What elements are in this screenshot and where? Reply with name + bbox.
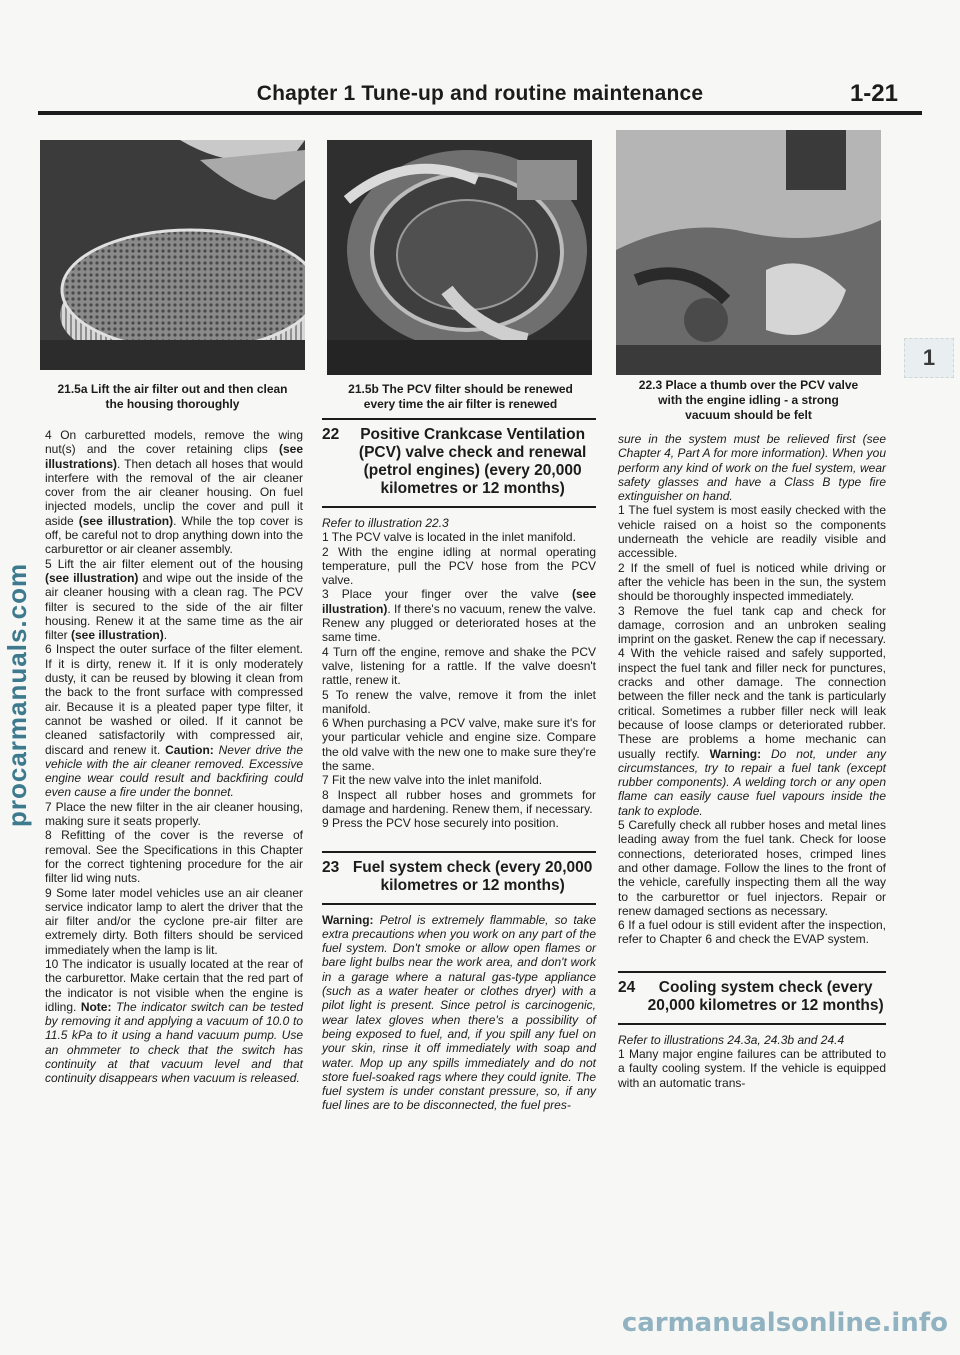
figure-caption-22-3: 22.3 Place a thumb over the PCV valve with the engine idling - a strong vacuum should be felt [638,378,859,422]
paragraph-22-8: 8 Inspect all rubber hoses and grommets for damage and hardening. Renew them, if necessary. [322,787,596,816]
paragraph-22-1: 1 The PCV valve is located in the inlet manifold. [322,530,576,545]
column-3 [618,432,886,1090]
paragraph-22-3: 3 Place your finger over the valve (see illustration). If there's no vacuum, renew the valve. Renew any plugged or deteriorated hoses at the same time. [322,587,596,645]
paragraph-21-5: 5 Lift the air filter element out of the housing (see illustration) and wipe out the inside of the air cleaner housing with a clean rag. The PCV filter is secured to the side of the air filter housing. Renew it at the same time as the air filter (see illustration). [45,556,303,643]
chapter-title: Chapter 1 Tune-up and routine maintenance [256,82,704,105]
page-header [0,80,960,110]
paragraph-23-6: 6 If a fuel odour is still evident after the inspection, refer to Chapter 6 and check the EVAP system. [618,918,886,947]
paragraph-22-5: 5 To renew the valve, remove it from the inlet manifold. [322,687,596,716]
paragraph-22-9: 9 Press the PCV hose securely into position. [322,816,559,831]
chapter-tab: 1 [904,338,954,378]
figure-caption-21-5a: 21.5a Lift the air filter out and then clean the housing thoroughly [57,382,288,411]
paragraph-22-4: 4 Turn off the engine, remove and shake the PCV valve, listening for a rattle. If the valve doesn't rattle, renew it. [322,644,596,688]
watermark-bottom: carmanualsonline.info [621,1308,948,1338]
column-2 [322,418,596,1113]
paragraph-21-7: 7 Place the new filter in the air cleaner housing, making sure it seats properly. [45,799,303,829]
watermark-left: procarmanuals.com [2,562,32,828]
page-number: 1-21 [849,80,898,107]
paragraph-21-9: 9 Some later model vehicles use an air cleaner service indicator lamp to alert the driver that the air filter and/or the cyclone pre-air filter are extremely dirty. Both filters should be serviced immediately when the lamp is lit. [45,885,303,957]
section-22-heading: 22 Positive Crankcase Ventilation (PCV) valve check and renewal (petrol engines) (every 20,000 kilometres or 12 months) [322,418,596,508]
photo-pcv-valve [616,130,881,375]
section-23-warning-continued: sure in the system must be relieved first (see Chapter 4, Part A for more information). When you perform any kind of work on the fuel system, wear safety glasses and have a Class B type fire extinguisher on hand. [618,432,886,504]
paragraph-23-2: 2 If the smell of fuel is noticed while driving or after the vehicle has been in the sun, the system should be thoroughly inspected immediately. [618,560,886,604]
paragraph-21-8: 8 Refitting of the cover is the reverse of removal. See the Specifications in this Chapter for the correct tightening procedure for the air filter lid wing nuts. [45,828,303,886]
paragraph-23-5: 5 Carefully check all rubber hoses and metal lines leading away from the fuel tank. Check for loose connections, deteriorated hoses, crimped lines and other damage. Follow the lines to the front of the vehicle, carefully inspecting them all the way to the carburettor or fuel injectors. Repair or renew damaged sections as necessary. [618,818,886,918]
paragraph-21-4: 4 On carburetted models, remove the wing nut(s) and the cover retaining clips (see illustrations). Then detach all hoses that would interfere with the removal of the air cleaner cover from the air cleaner housing. On fuel injected models, unclip the cover and pull it aside (see illustration). While the top cover is off, be careful not to drop anything down into the carburettor or air cleaner assembly. [45,428,304,557]
photo-air-filter [40,140,305,370]
paragraph-22-6: 6 When purchasing a PCV valve, make sure it's for your particular vehicle and engine size. Compare the old valve with the new one to make sure they're the same. [322,716,596,774]
section-24-reference: Refer to illustrations 24.3a, 24.3b and 24.4 [618,1032,845,1047]
paragraph-23-3: 3 Remove the fuel tank cap and check for damage, corrosion and an unbroken sealing imprint on the gasket. Renew the cap if necessary. [618,603,886,647]
section-23-heading: 23 Fuel system check (every 20,000 kilometres or 12 months) [322,851,596,905]
paragraph-21-10: 10 The indicator is usually located at the rear of the carburettor. Make certain that the red part of the indicator is not visible when the engine is idling. Note: The indicator switch can be tested by removing it and applying a vacuum of 10.0 to 11.5 kPa to it using a hand vacuum pump. Use an ohmmeter to check that the switch has continuity at that vacuum level and that continuity disappears when vacuum is released. [45,956,303,1086]
paragraph-22-2: 2 With the engine idling at normal operating temperature, pull the PCV hose from the PCV valve. [322,544,596,588]
section-24-heading: 24 Cooling system check (every 20,000 kilometres or 12 months) [618,971,886,1025]
section-22-reference: Refer to illustration 22.3 [322,516,449,530]
paragraph-23-1: 1 The fuel system is most easily checked with the vehicle raised on a hoist so the components underneath the vehicle are readily visible and accessible. [618,503,886,561]
paragraph-21-6: 6 Inspect the outer surface of the filter element. If it is dirty, renew it. If it is only moderately dusty, it can be reused by blowing it clean from the back to the front surface with compressed air. Because it is a pleated paper type filter, it cannot be washed or oiled. If it cannot be cleaned satisfactorily with compressed air, discard and renew it. Caution: Never drive the vehicle with the air cleaner removed. Excessive engine wear could result and backfiring could even cause a fire under the bonnet. [45,642,304,800]
header-rule [38,111,922,115]
paragraph-22-7: 7 Fit the new valve into the inlet manifold. [322,773,543,788]
paragraph-24-1: 1 Many major engine failures can be attributed to a faulty cooling system. If the vehicle is equipped with an automatic trans- [618,1046,886,1090]
column-1 [45,428,303,1086]
section-23-warning: Warning: Petrol is extremely flammable, so take extra precautions when you work on any part of the fuel system. Don't smoke or allow open flames or bare light bulbs near the work area, and don't work in a garage where a natural gas-type appliance (such as a water heater or clothes dryer) with a pilot light is present. Since petrol is carcinogenic, wear latex gloves when there's a possibility of being exposed to fuel, and, if you spill any fuel on your skin, rinse it off immediately with soap and water. Mop up any spills immediately and do not store fuel-soaked rags where they could ignite. The fuel system is under constant pressure, so, if any fuel lines are to be disconnected, the fuel pres- [322,912,596,1113]
figure-caption-21-5b: 21.5b The PCV filter should be renewed every time the air filter is renewed [348,382,573,411]
photo-pcv-filter [327,140,592,375]
paragraph-23-4: 4 With the vehicle raised and safely supported, inspect the fuel tank and filler neck for punctures, cracks and other damage. The connection between the filler neck and the tank is particularly critical. Sometimes a rubber filler neck will leak because of loose clamps or deteriorated rubber. These are problems a home mechanic can usually rectify. Warning: Do not, under any circumstances, try to repair a fuel tank (except rubber components). A welding torch or any open flame can easily cause fuel vapours inside the tank to explode. [618,646,887,818]
